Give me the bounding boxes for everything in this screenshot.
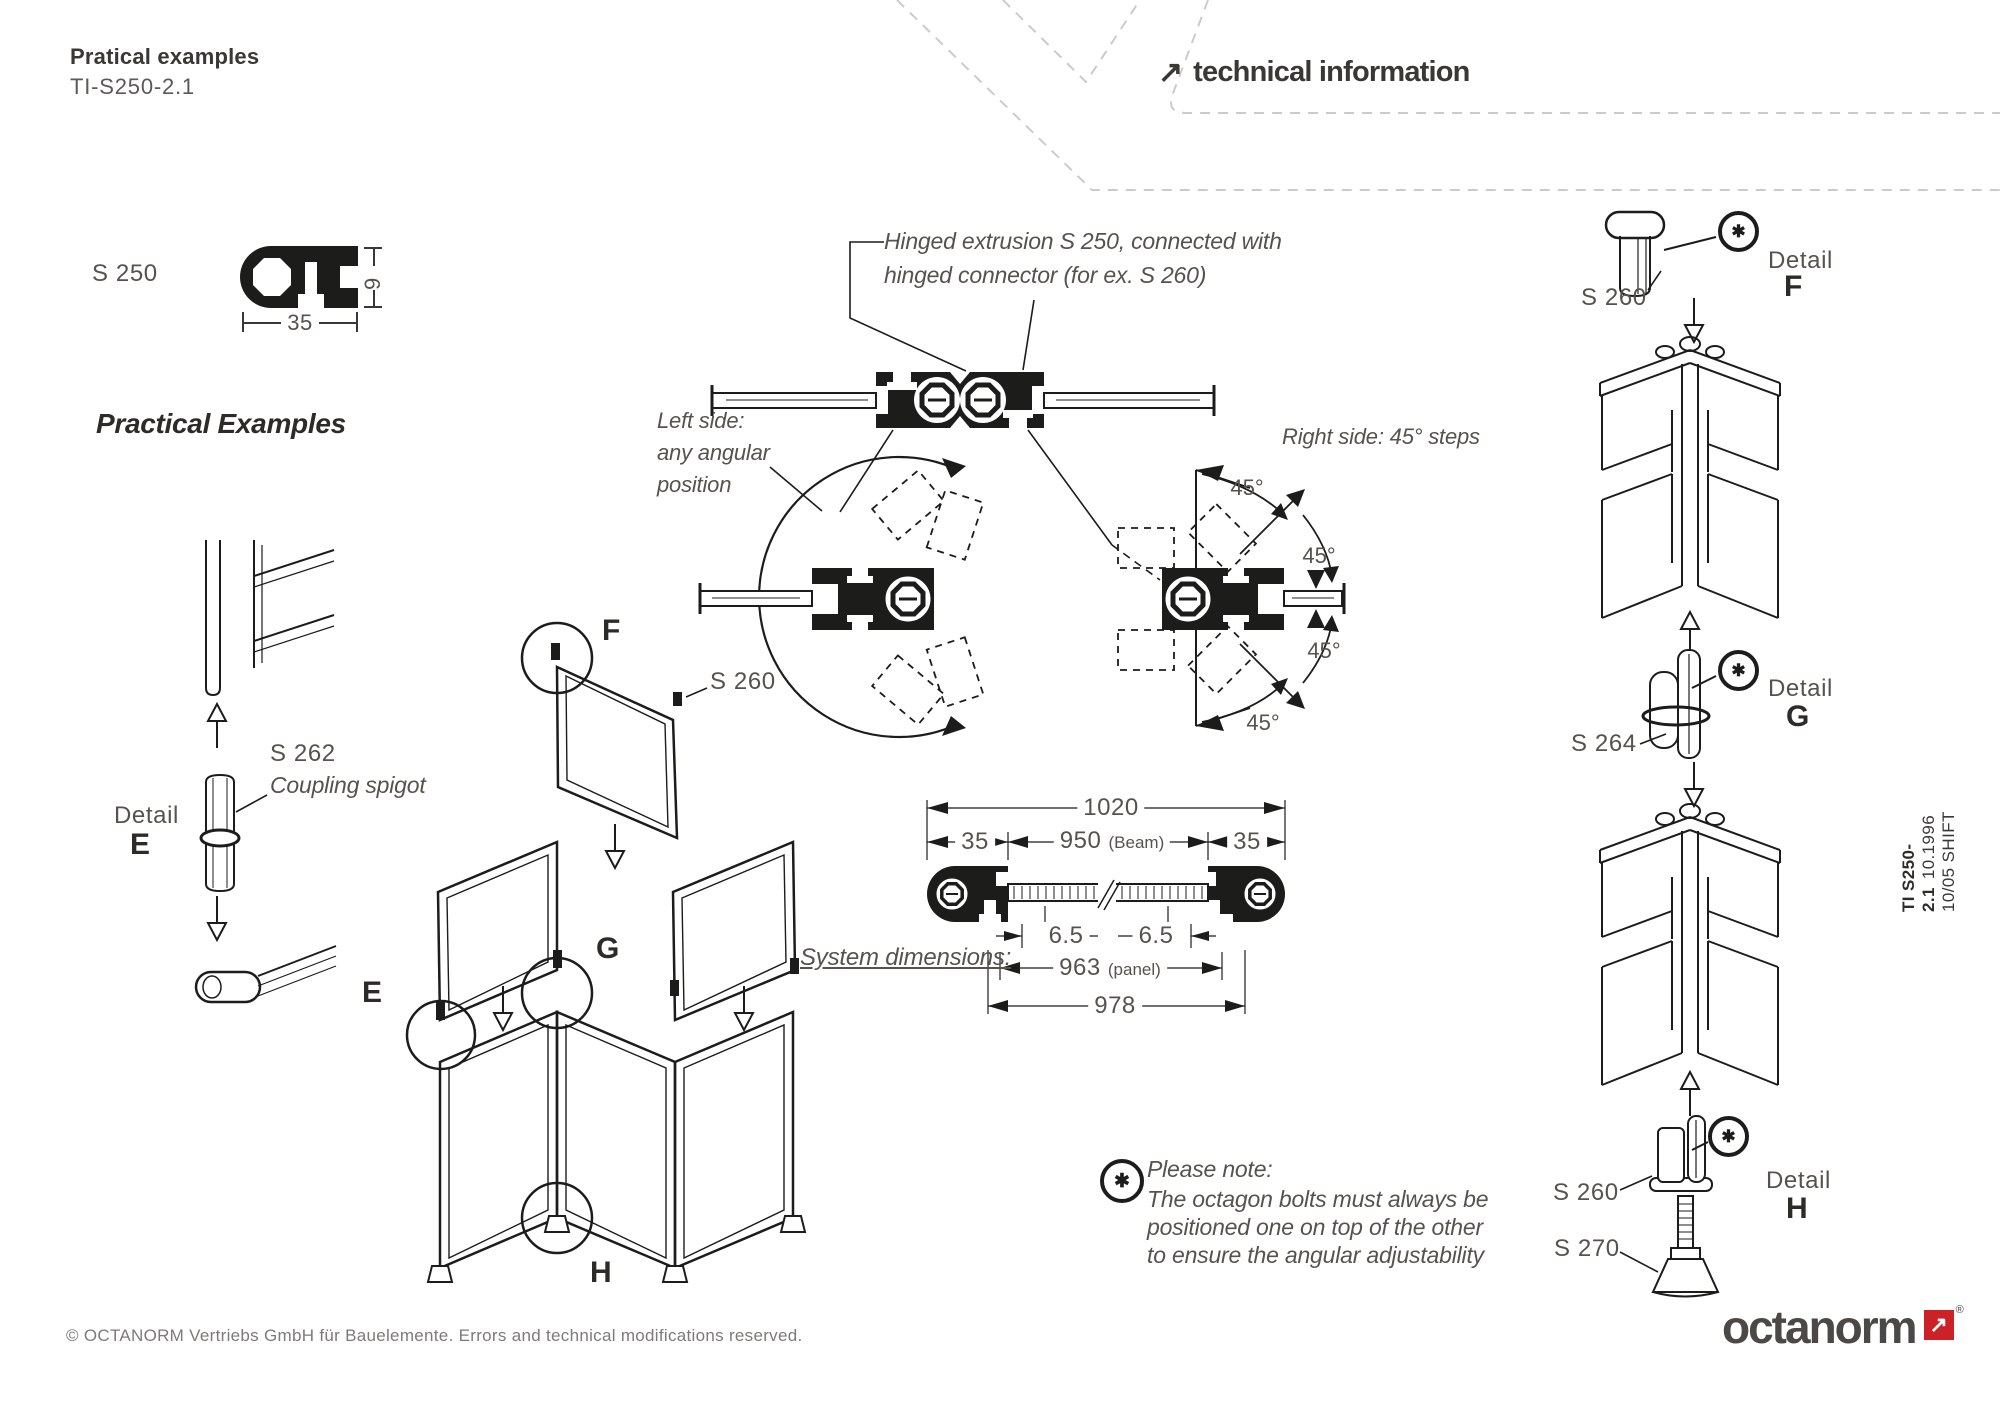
sidebar-doc-code-rest: 10.1996 10/05 SHIFT bbox=[1919, 811, 1958, 912]
dim-panel-note: (panel) bbox=[1107, 960, 1161, 979]
detail-h-part-top: S 260 bbox=[1553, 1179, 1619, 1206]
angle-label-4: 45° bbox=[1246, 710, 1280, 735]
detail-e-word: Detail bbox=[114, 802, 179, 829]
dim-right-margin: 35 bbox=[1227, 828, 1267, 856]
iso-s260-label: S 260 bbox=[710, 668, 776, 695]
s250-label: S 250 bbox=[92, 260, 158, 287]
s250-width-dim: 35 bbox=[281, 310, 318, 336]
asterisk-glyph: ✱ bbox=[1731, 221, 1746, 241]
detail-f-letter: F bbox=[1784, 270, 1803, 303]
left-side-note-2: any angular bbox=[657, 440, 770, 465]
detail-e-drawings bbox=[196, 540, 336, 1002]
hinged-annotation-line1: Hinged extrusion S 250, connected with bbox=[884, 228, 1282, 254]
dim-panel-value: 963 bbox=[1059, 954, 1101, 981]
dim-panel bbox=[1053, 954, 1167, 982]
detail-g-letter: G bbox=[1786, 700, 1810, 733]
detail-e-part: S 262 bbox=[270, 740, 336, 767]
detail-h-word: Detail bbox=[1766, 1167, 1831, 1194]
system-dimensions-heading: System dimensions: bbox=[800, 944, 1012, 971]
note-line2: positioned one on top of the other bbox=[1147, 1214, 1483, 1240]
note-line1: The octagon bolts must always be bbox=[1147, 1186, 1489, 1212]
detail-g-part: S 264 bbox=[1571, 730, 1637, 757]
dim-beam-value: 950 bbox=[1059, 827, 1102, 854]
dim-gap-right: 6.5 bbox=[1133, 922, 1180, 950]
brand-header-label: technical information bbox=[1193, 56, 1470, 88]
footer-copyright: © OCTANORM Vertriebs GmbH für Bauelemente. Errors and technical modifications reserved. bbox=[66, 1326, 803, 1345]
octanorm-logo-text: octanorm bbox=[1722, 1301, 1916, 1353]
section-heading: Practical Examples bbox=[96, 408, 346, 439]
asterisk-glyph: ✱ bbox=[1721, 1126, 1736, 1146]
detail-f-word: Detail bbox=[1768, 247, 1833, 274]
detail-h-letter: H bbox=[1786, 1192, 1808, 1225]
arrow-up-right-icon: ↗ bbox=[1158, 56, 1184, 89]
iso-label-g: G bbox=[596, 932, 620, 965]
sidebar-doc-code bbox=[1899, 811, 1959, 912]
asterisk-icon-f bbox=[1718, 211, 1759, 252]
page-title: Pratical examples bbox=[70, 44, 260, 69]
dim-beam-note: (Beam) bbox=[1108, 833, 1165, 852]
dim-beam bbox=[1054, 827, 1170, 855]
registered-trademark-symbol: ® bbox=[1955, 1304, 1964, 1316]
angle-label-3: 45° bbox=[1307, 638, 1341, 663]
angle-label-2: 45° bbox=[1302, 543, 1336, 568]
dim-total: 1020 bbox=[1077, 794, 1144, 822]
note-line3: to ensure the angular adjustability bbox=[1147, 1242, 1484, 1268]
sidebar-doc-code-bold: TI S250-2.1 bbox=[1899, 843, 1938, 912]
dim-outer: 978 bbox=[1088, 992, 1142, 1020]
iso-label-h: H bbox=[590, 1256, 612, 1289]
angle-label-1: 45° bbox=[1230, 475, 1264, 500]
right-side-note: Right side: 45° steps bbox=[1282, 424, 1480, 449]
detail-g-word: Detail bbox=[1768, 675, 1833, 702]
hinged-assembly-drawing bbox=[712, 242, 1214, 580]
iso-label-e: E bbox=[362, 976, 383, 1009]
angle-steps-diagram bbox=[1118, 465, 1344, 731]
asterisk-icon-h bbox=[1708, 1116, 1749, 1157]
iso-label-f: F bbox=[602, 614, 621, 647]
asterisk-icon-g bbox=[1718, 650, 1759, 691]
left-side-note-3: position bbox=[657, 472, 732, 497]
dashed-chevron-decoration bbox=[897, 0, 2000, 190]
detail-f-part: S 260 bbox=[1581, 284, 1647, 311]
dim-gap-left: 6.5 bbox=[1043, 922, 1090, 950]
hinged-annotation-line2: hinged connector (for ex. S 260) bbox=[884, 262, 1207, 288]
note-title: Please note: bbox=[1147, 1156, 1273, 1182]
detail-e-letter: E bbox=[130, 828, 151, 861]
asterisk-glyph: ✱ bbox=[1731, 660, 1746, 680]
left-side-note-1: Left side: bbox=[657, 408, 745, 433]
detail-h-part-bottom: S 270 bbox=[1554, 1235, 1620, 1262]
octanorm-logo bbox=[1722, 1301, 1964, 1353]
asterisk-glyph: ✱ bbox=[1114, 1170, 1130, 1192]
brand-header bbox=[1158, 55, 1470, 90]
doc-code: TI-S250-2.1 bbox=[70, 74, 195, 99]
dim-left-margin: 35 bbox=[955, 828, 995, 856]
detail-e-part-desc: Coupling spigot bbox=[270, 772, 426, 798]
asterisk-note-icon bbox=[1100, 1159, 1144, 1203]
octanorm-logo-mark-icon: ↗ bbox=[1924, 1310, 1954, 1340]
s250-height-dim: 9 bbox=[360, 277, 385, 290]
